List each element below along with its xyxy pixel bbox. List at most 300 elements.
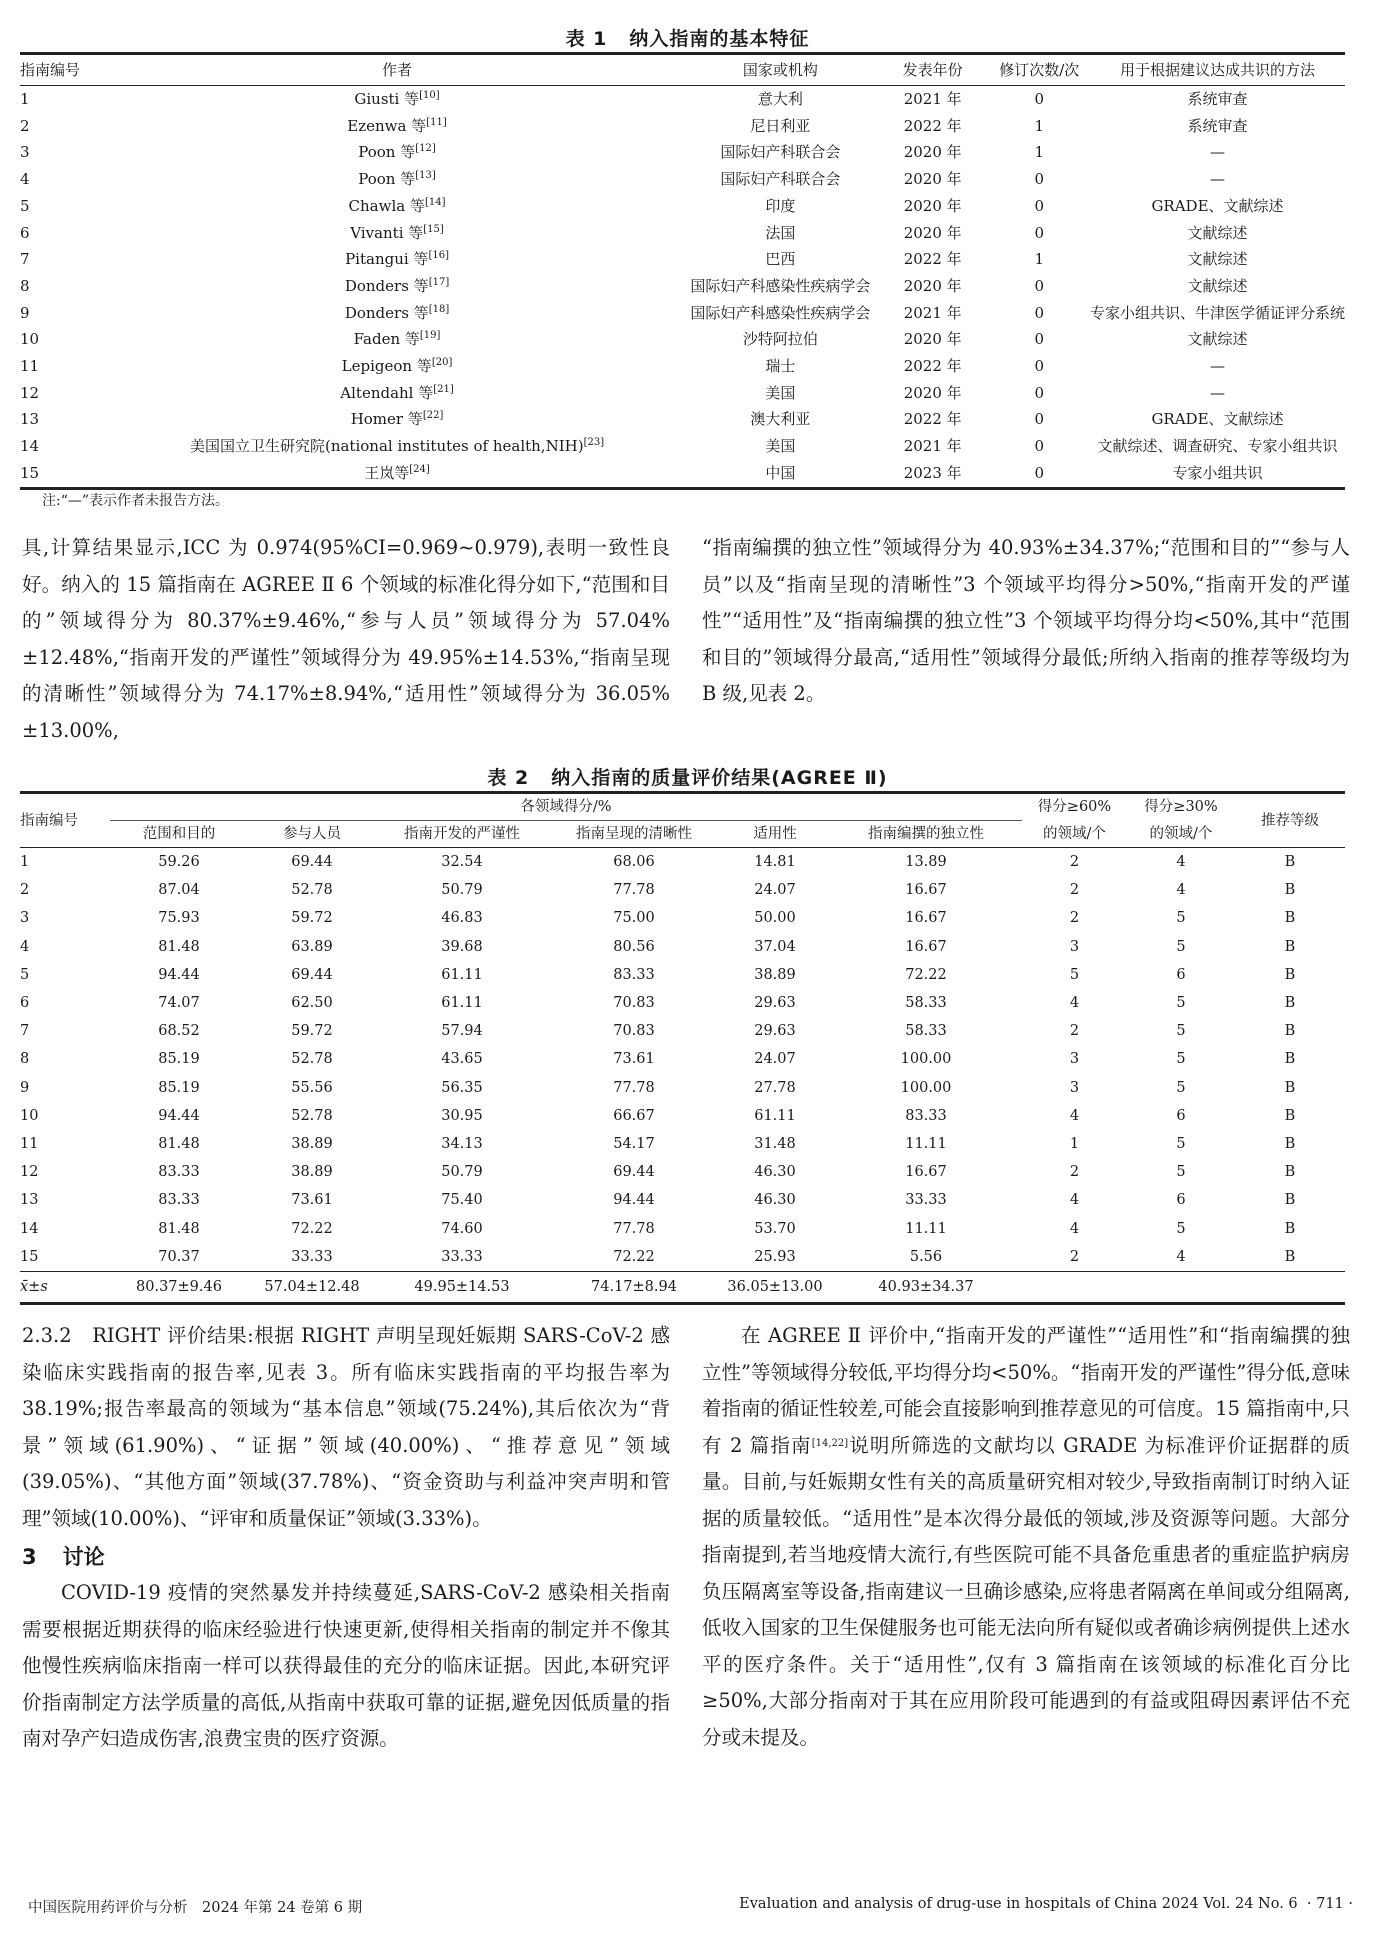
count-30: 5 <box>1176 910 1186 927</box>
year-cell: 2020 年 <box>903 276 962 295</box>
author-cell <box>110 326 684 353</box>
method-cell: GRADE、文献综述 <box>1151 196 1284 215</box>
domain-score: 83.33 <box>613 966 655 983</box>
country-cell: 美国 <box>765 437 796 456</box>
table2-summary-label: x̄±s <box>20 1272 110 1304</box>
guideline-number: 2 <box>20 116 30 135</box>
author-name: Poon 等 <box>358 170 416 189</box>
domain-score: 75.93 <box>158 910 200 927</box>
author-name: Donders 等 <box>344 303 429 322</box>
revisions-cell: 0 <box>1034 330 1044 349</box>
count-60: 3 <box>1069 1051 1080 1068</box>
domain-score: 24.07 <box>754 882 796 899</box>
domain-score: 27.78 <box>754 1079 796 1096</box>
domain-score: 63.89 <box>291 938 333 955</box>
count-30: 6 <box>1176 966 1186 983</box>
domain-score: 37.04 <box>754 938 796 955</box>
domain-score: 43.65 <box>441 1051 483 1068</box>
year-cell: 2020 年 <box>903 223 962 242</box>
revisions-cell: 0 <box>1034 357 1044 376</box>
table2-header-n30-line2: 的领域/个 <box>1127 821 1235 848</box>
table1-body <box>20 86 1345 489</box>
domain-score: 83.33 <box>158 1192 200 1209</box>
count-60: 3 <box>1069 1079 1080 1096</box>
table2-summary-cell: 36.05±13.00 <box>720 1272 830 1304</box>
author-cell <box>110 139 684 166</box>
citation-ref: [16] <box>428 250 449 262</box>
domain-score: 100.00 <box>900 1051 952 1068</box>
table1-note: 注:“—”表示作者未报告方法。 <box>42 493 230 509</box>
domain-score: 73.61 <box>291 1192 333 1209</box>
method-cell: 文献综述 <box>1187 330 1248 349</box>
recommendation-grade: B <box>1284 1107 1296 1124</box>
citation-ref: [14,22] <box>811 1437 849 1449</box>
domain-score: 55.56 <box>291 1079 333 1096</box>
guideline-number: 14 <box>20 1220 39 1237</box>
count-30: 5 <box>1176 1051 1186 1068</box>
author-cell <box>110 166 684 193</box>
domain-score: 73.61 <box>613 1051 655 1068</box>
table2-row <box>20 876 1345 904</box>
author-cell <box>110 273 684 300</box>
recommendation-grade: B <box>1235 1243 1345 1272</box>
count-30: 5 <box>1176 1023 1186 1040</box>
domain-score: 52.78 <box>291 882 333 899</box>
author-cell <box>110 246 684 273</box>
domain-score: 81.48 <box>158 1136 200 1153</box>
domain-score: 57.94 <box>441 1023 483 1040</box>
domain-score: 52.78 <box>291 1107 333 1124</box>
domain-score: 46.83 <box>441 910 483 927</box>
table2-caption-number: 表 2 <box>487 767 530 789</box>
table1-row <box>20 460 1345 488</box>
citation-ref: [22] <box>422 410 444 422</box>
table2-header-n30-line1: 得分≥30% <box>1127 793 1235 821</box>
method-cell: — <box>1209 383 1225 402</box>
revisions-cell: 0 <box>1034 196 1044 215</box>
recommendation-grade: B <box>1284 854 1296 870</box>
domain-score: 11.11 <box>905 1136 947 1153</box>
page-number: · 711 · <box>1306 1896 1353 1912</box>
table2-row <box>20 1130 1345 1158</box>
domain-score: 54.17 <box>613 1136 655 1153</box>
table2-header-domain-rigour: 指南开发的严谨性 <box>376 821 548 848</box>
table1-row <box>20 220 1345 247</box>
domain-score: 70.37 <box>110 1243 248 1272</box>
guideline-number: 14 <box>20 437 40 456</box>
revisions-cell: 0 <box>1034 303 1044 322</box>
method-cell: GRADE、文献综述 <box>1151 410 1284 429</box>
domain-score: 25.93 <box>720 1243 830 1272</box>
count-60: 2 <box>1022 1243 1127 1272</box>
table2-summary-cell: 74.17±8.94 <box>548 1272 720 1304</box>
count-60: 5 <box>1069 966 1080 983</box>
count-60: 2 <box>1069 1023 1080 1040</box>
left-column-lower <box>22 1318 670 1758</box>
domain-score: 83.33 <box>905 1107 947 1124</box>
country-cell: 沙特阿拉伯 <box>742 330 818 349</box>
table1-row <box>20 139 1345 166</box>
discussion-paragraph-2-part-a: 在 AGREE Ⅱ 评价中,“指南开发的严谨性”“适用性”和“指南编撰的独立性”等领域得分较低,平均得分均<50%。“指南开发的严谨性”得分低,意味着指南的循证性较差,可能会直接影响到推荐意见的可信度。15 篇指南中,只有 2 篇指南 <box>702 1324 1350 1457</box>
author-name: Vivanti 等 <box>350 223 424 242</box>
table1-caption-number: 表 1 <box>565 28 608 50</box>
revisions-cell: 0 <box>988 460 1090 488</box>
country-cell: 瑞士 <box>765 357 796 376</box>
revisions-cell: 0 <box>1034 437 1044 456</box>
method-cell: 文献综述、调查研究、专家小组共识 <box>1097 437 1338 456</box>
domain-score: 33.33 <box>376 1243 548 1272</box>
method-cell: 文献综述 <box>1187 276 1248 295</box>
domain-score: 52.78 <box>291 1051 333 1068</box>
author-name: Lepigeon 等 <box>341 357 432 376</box>
domain-score: 16.67 <box>905 1164 947 1181</box>
domain-score: 62.50 <box>291 995 333 1012</box>
guideline-number: 8 <box>20 1051 30 1068</box>
country-cell: 国际妇产科感染性疾病学会 <box>690 276 871 295</box>
country-cell: 国际妇产科联合会 <box>720 143 841 162</box>
table2-row <box>20 1074 1345 1102</box>
table2-row <box>20 1158 1345 1186</box>
table2-row <box>20 989 1345 1017</box>
recommendation-grade: B <box>1284 938 1296 955</box>
count-30: 5 <box>1176 938 1186 955</box>
guideline-number: 3 <box>20 143 30 162</box>
domain-score: 61.11 <box>441 995 483 1012</box>
revisions-cell: 0 <box>1034 90 1044 108</box>
domain-score: 75.00 <box>613 910 655 927</box>
domain-score: 33.33 <box>248 1243 376 1272</box>
count-30: 5 <box>1176 995 1186 1012</box>
table1-row <box>20 326 1345 353</box>
country-cell: 国际妇产科感染性疾病学会 <box>690 303 871 322</box>
author-cell <box>110 193 684 220</box>
domain-score: 53.70 <box>754 1220 796 1237</box>
guideline-number: 1 <box>20 854 30 870</box>
table1-caption <box>0 24 1375 51</box>
citation-ref: [13] <box>415 170 436 182</box>
footer-journal-cn: 中国医院用药评价与分析 2024 年第 24 卷第 6 期 <box>28 1900 363 1916</box>
table1-row <box>20 406 1345 433</box>
citation-ref: [18] <box>428 303 450 315</box>
count-30: 5 <box>1176 1220 1186 1237</box>
discussion-paragraph-1: COVID-19 疫情的突然暴发并持续蔓延,SARS-CoV-2 感染相关指南需要根据近期获得的临床经验进行快速更新,使得相关指南的制定并不像其他慢性疾病临床指南一样可以获得最佳的充分的临床证据。因此,本研究评价指南制定方法学质量的高低,从指南中获取可靠的证据,避免因低质量的指南对孕产妇造成伤害,浪费宝贵的医疗资源。 <box>22 1581 670 1750</box>
domain-score: 39.68 <box>441 938 483 955</box>
author-name: Giusti 等 <box>354 90 420 108</box>
domain-score: 56.35 <box>441 1079 483 1096</box>
guideline-number: 12 <box>20 1164 39 1181</box>
guideline-number: 10 <box>20 330 40 349</box>
country-cell: 印度 <box>765 196 796 215</box>
domain-score: 16.67 <box>905 938 947 955</box>
domain-score: 77.78 <box>613 882 655 899</box>
table2-body <box>20 848 1345 1272</box>
author-cell <box>110 220 684 247</box>
country-cell: 澳大利亚 <box>750 410 811 429</box>
recommendation-grade: B <box>1284 1164 1296 1181</box>
recommendation-grade: B <box>1284 882 1296 899</box>
domain-score: 70.83 <box>613 995 655 1012</box>
count-30: 6 <box>1176 1192 1186 1209</box>
table1-header-revisions: 修订次数/次 <box>988 54 1090 86</box>
author-cell <box>110 433 684 460</box>
guideline-number: 1 <box>20 90 30 108</box>
revisions-cell: 0 <box>1034 276 1044 295</box>
author-name: Altendahl 等 <box>340 383 434 402</box>
table2-summary-row <box>20 1272 1345 1304</box>
author-cell <box>110 113 684 140</box>
count-60: 4 <box>1069 1220 1080 1237</box>
guideline-number: 11 <box>20 1136 39 1153</box>
author-name: 美国国立卫生研究院(national institutes of health,NIH) <box>189 437 584 456</box>
domain-score: 38.89 <box>291 1136 333 1153</box>
domain-score: 94.44 <box>613 1192 655 1209</box>
table1-row <box>20 380 1345 407</box>
domain-score: 5.56 <box>830 1243 1022 1272</box>
revisions-cell: 1 <box>1034 250 1044 269</box>
table2-header-n60-line1: 得分≥60% <box>1022 793 1127 821</box>
table2-row <box>20 1045 1345 1073</box>
guideline-number: 12 <box>20 383 40 402</box>
table2-row <box>20 1017 1345 1045</box>
domain-score: 59.72 <box>291 1023 333 1040</box>
author-name: Homer 等 <box>350 410 423 429</box>
domain-score: 11.11 <box>905 1220 947 1237</box>
domain-score: 59.26 <box>158 854 200 870</box>
count-30: 4 <box>1176 882 1186 899</box>
domain-score: 100.00 <box>900 1079 952 1096</box>
country-cell: 法国 <box>765 223 796 242</box>
domain-score: 58.33 <box>905 1023 947 1040</box>
recommendation-grade: B <box>1284 1023 1296 1040</box>
domain-score: 16.67 <box>905 910 947 927</box>
guideline-number: 13 <box>20 1192 39 1209</box>
table2-header-domain-independence: 指南编撰的独立性 <box>830 821 1022 848</box>
domain-score: 29.63 <box>754 1023 796 1040</box>
count-60: 4 <box>1069 1192 1080 1209</box>
domain-score: 83.33 <box>158 1164 200 1181</box>
year-cell: 2020 年 <box>903 143 962 162</box>
results-text-right: “指南编撰的独立性”领域得分为 40.93%±34.37%;“范围和目的”“参与人员”以及“指南呈现的清晰性”3 个领域平均得分>50%,“指南开发的严谨性”“适用性”及“指南编撰的独立性”3 个领域平均得分均<50%,其中“范围和目的”领域得分最高,“适用性”领域得分最低;所纳入指南的推荐等级均为 B 级,见表 2。 <box>702 536 1350 705</box>
table2-header-domain-applicability: 适用性 <box>720 821 830 848</box>
author-name: Poon 等 <box>358 143 416 162</box>
year-cell: 2022 年 <box>903 250 962 269</box>
table2-summary-empty <box>1127 1272 1235 1304</box>
table1-header-year: 发表年份 <box>877 54 989 86</box>
table1-header-method: 用于根据建议达成共识的方法 <box>1090 54 1345 86</box>
revisions-cell: 0 <box>1034 170 1044 189</box>
guideline-number: 10 <box>20 1107 39 1124</box>
recommendation-grade: B <box>1284 1136 1296 1153</box>
guideline-number: 7 <box>20 250 30 269</box>
year-cell: 2022 年 <box>903 410 962 429</box>
guideline-number: 6 <box>20 995 30 1012</box>
table1-row <box>20 166 1345 193</box>
guideline-number: 5 <box>20 196 30 215</box>
year-cell: 2021 年 <box>903 437 962 456</box>
table1-row <box>20 113 1345 140</box>
domain-score: 50.00 <box>754 910 796 927</box>
method-cell: — <box>1209 170 1225 189</box>
domain-score: 46.30 <box>754 1164 796 1181</box>
table2-summary-cell: 80.37±9.46 <box>110 1272 248 1304</box>
year-cell: 2020 年 <box>903 330 962 349</box>
guideline-number: 8 <box>20 276 30 295</box>
author-cell <box>110 406 684 433</box>
count-30: 4 <box>1176 854 1186 870</box>
country-cell: 意大利 <box>757 90 803 108</box>
table2-summary-empty <box>1235 1272 1345 1304</box>
year-cell: 2022 年 <box>903 357 962 376</box>
table1-row <box>20 353 1345 380</box>
method-cell: 系统审查 <box>1187 116 1248 135</box>
domain-score: 30.95 <box>441 1107 483 1124</box>
year-cell: 2022 年 <box>903 116 962 135</box>
country-cell: 中国 <box>684 460 877 488</box>
domain-score: 24.07 <box>754 1051 796 1068</box>
recommendation-grade: B <box>1284 1220 1296 1237</box>
author-cell <box>110 353 684 380</box>
table2-row <box>20 1102 1345 1130</box>
guideline-number: 15 <box>20 1243 110 1272</box>
table2-row <box>20 848 1345 877</box>
domain-score: 85.19 <box>158 1079 200 1096</box>
guideline-number: 15 <box>20 460 110 488</box>
table2-header-row-1 <box>20 793 1345 821</box>
domain-score: 68.06 <box>613 854 655 870</box>
table2-row <box>20 1215 1345 1243</box>
domain-score: 34.13 <box>441 1136 483 1153</box>
count-30: 5 <box>1176 1079 1186 1096</box>
revisions-cell: 0 <box>1034 223 1044 242</box>
domain-score: 80.56 <box>613 938 655 955</box>
recommendation-grade: B <box>1284 995 1296 1012</box>
citation-ref: [21] <box>433 383 454 395</box>
recommendation-grade: B <box>1284 1051 1296 1068</box>
table2-row <box>20 1243 1345 1272</box>
country-cell: 美国 <box>765 383 796 402</box>
domain-score: 14.81 <box>754 854 796 870</box>
section-title: 讨论 <box>62 1545 105 1569</box>
citation-ref: [15] <box>423 223 444 235</box>
domain-score: 77.78 <box>613 1079 655 1096</box>
year-cell: 2021 年 <box>903 303 962 322</box>
guideline-number: 9 <box>20 1079 30 1096</box>
method-cell: 文献综述 <box>1187 250 1248 269</box>
table2-header-domain-clarity: 指南呈现的清晰性 <box>548 821 720 848</box>
guideline-number: 3 <box>20 910 30 927</box>
results-text-left: 具,计算结果显示,ICC 为 0.974(95%CI=0.969~0.979),表明一致性良好。纳入的 15 篇指南在 AGREE Ⅱ 6 个领域的标准化得分如下,“范围和目的”领域得分为 80.37%±9.46%,“参与人员”领域得分为 57.04%±12.48%,“指南开发的严谨性”领域得分为 49.95%±14.53%,“指南呈现的清晰性”领域得分为 74.17%±8.94%,“适用性”领域得分为 36.05%±13.00%, <box>22 536 670 742</box>
guideline-number: 2 <box>20 882 30 899</box>
method-cell: 专家小组共识 <box>1090 460 1345 488</box>
guideline-number: 13 <box>20 410 40 429</box>
citation-ref: [17] <box>428 276 450 288</box>
recommendation-grade: B <box>1284 966 1296 983</box>
domain-score: 38.89 <box>754 966 796 983</box>
discussion-paragraph-2-part-b: 说明所筛选的文献均以 GRADE 为标准评价证据群的质量。目前,与妊娠期女性有关的高质量研究相对较少,导致指南制订时纳入证据的质量较低。“适用性”是本次得分最低的领域,涉及资源等问题。大部分指南提到,若当地疫情大流行,有些医院可能不具备危重患者的重症监护病房负压隔离室等设备,指南建议一旦确诊感染,应将患者隔离在单间或分组隔离,低收入国家的卫生保健服务也可能无法向所有疑似或者确诊病例提供上述水平的医疗条件。关于“适用性”,仅有 3 篇指南在该领域的标准化百分比≥50%,大部分指南对于其在应用阶段可能遇到的有益或阻碍因素评估不充分或未提及。 <box>702 1433 1351 1749</box>
domain-score: 94.44 <box>158 966 200 983</box>
table2-summary-cell: 40.93±34.37 <box>830 1272 1022 1304</box>
table1-header-country: 国家或机构 <box>684 54 877 86</box>
table2-header-domain-stakeholder: 参与人员 <box>248 821 376 848</box>
revisions-cell: 0 <box>1034 383 1044 402</box>
count-60: 2 <box>1069 1164 1080 1181</box>
table1-row <box>20 246 1345 273</box>
revisions-cell: 1 <box>1034 116 1044 135</box>
domain-score: 29.63 <box>754 995 796 1012</box>
table1-header-author: 作者 <box>110 54 684 86</box>
count-30: 5 <box>1176 1164 1186 1181</box>
author-name: Faden 等 <box>353 330 420 349</box>
table1-row <box>20 86 1345 113</box>
count-60: 2 <box>1069 854 1080 870</box>
table2-caption-title: 纳入指南的质量评价结果(AGREE Ⅱ) <box>551 767 888 789</box>
author-name: Donders 等 <box>344 276 429 295</box>
domain-score: 70.83 <box>613 1023 655 1040</box>
domain-score: 75.40 <box>441 1192 483 1209</box>
section-heading-discussion <box>22 1539 670 1575</box>
year-cell: 2020 年 <box>903 383 962 402</box>
recommendation-grade: B <box>1284 910 1296 927</box>
year-cell: 2021 年 <box>903 90 962 108</box>
domain-score: 72.22 <box>905 966 947 983</box>
count-30: 6 <box>1176 1107 1186 1124</box>
domain-score: 46.30 <box>754 1192 796 1209</box>
domain-score: 81.48 <box>158 938 200 955</box>
method-cell: 专家小组共识、牛津医学循证评分系统 <box>1089 303 1345 322</box>
domain-score: 32.54 <box>441 854 483 870</box>
table1 <box>20 52 1345 490</box>
year-cell: 2020 年 <box>903 170 962 189</box>
table2-summary-cell: 57.04±12.48 <box>248 1272 376 1304</box>
author-name: Chawla 等 <box>348 196 425 215</box>
author-name: 王岚等 <box>364 463 410 482</box>
citation-ref: [12] <box>415 143 436 155</box>
table1-row <box>20 273 1345 300</box>
table2-header-no: 指南编号 <box>20 793 110 848</box>
table2-header-row-2 <box>20 821 1345 848</box>
author-cell <box>110 86 684 113</box>
table2 <box>20 791 1345 1305</box>
table2-header-n60-line2: 的领域/个 <box>1022 821 1127 848</box>
table2-summary-empty <box>1022 1272 1127 1304</box>
domain-score: 38.89 <box>291 1164 333 1181</box>
table2-header-group: 各领域得分/% <box>110 793 1022 821</box>
citation-ref: [14] <box>424 196 446 208</box>
year-cell: 2020 年 <box>903 196 962 215</box>
country-cell: 国际妇产科联合会 <box>720 170 841 189</box>
table2-row <box>20 904 1345 932</box>
table1-row <box>20 300 1345 327</box>
method-cell: — <box>1209 143 1225 162</box>
guideline-number: 5 <box>20 966 30 983</box>
footer-journal-en <box>739 1896 1353 1912</box>
method-cell: 文献综述 <box>1187 223 1248 242</box>
domain-score: 74.07 <box>158 995 200 1012</box>
domain-score: 72.22 <box>291 1220 333 1237</box>
table1-caption-title: 纳入指南的基本特征 <box>629 28 810 50</box>
domain-score: 94.44 <box>158 1107 200 1124</box>
count-60: 4 <box>1069 1107 1080 1124</box>
country-cell: 巴西 <box>765 250 796 269</box>
author-name: Pitangui 等 <box>345 250 429 269</box>
domain-score: 69.44 <box>291 854 333 870</box>
table2-header-domain-scope: 范围和目的 <box>110 821 248 848</box>
domain-score: 58.33 <box>905 995 947 1012</box>
count-30: 4 <box>1127 1243 1235 1272</box>
citation-ref: [19] <box>419 330 441 342</box>
table2-row <box>20 1186 1345 1214</box>
domain-score: 13.89 <box>905 854 947 870</box>
